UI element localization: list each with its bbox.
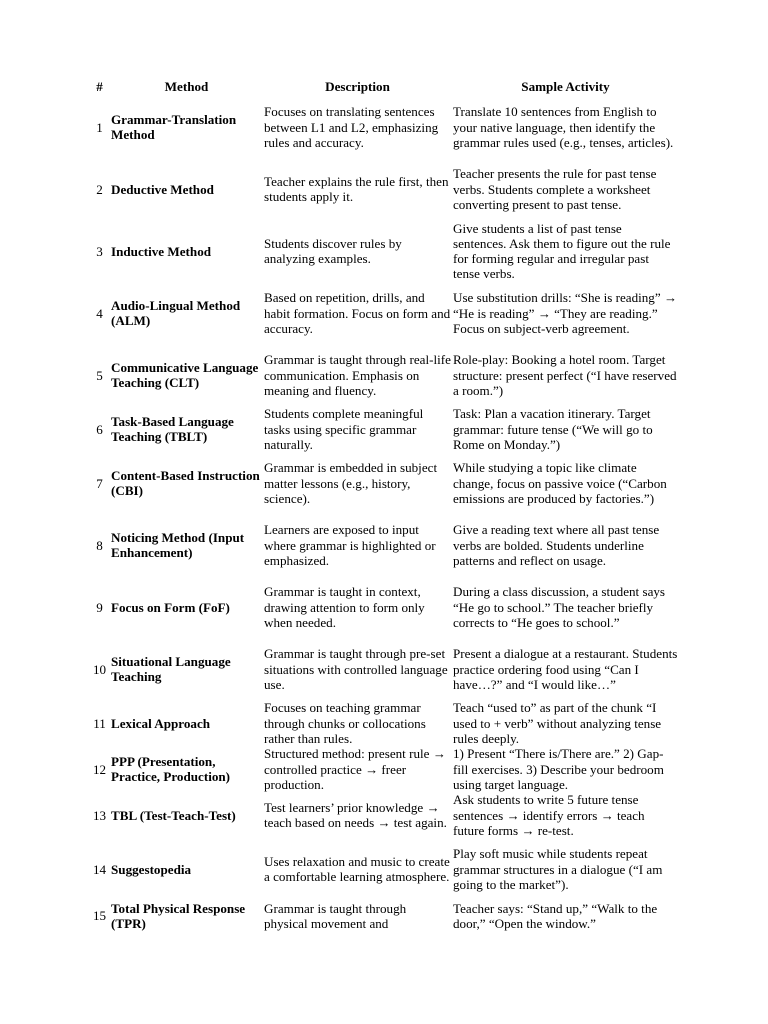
row-number: 7 xyxy=(96,475,103,491)
row-description: Focuses on translating sentences between L1 and L2, emphasizing rules and accuracy. xyxy=(264,104,439,150)
row-number: 12 xyxy=(92,761,107,777)
row-description: Grammar is taught through physical movement and xyxy=(264,900,407,931)
row-method: Inductive Method xyxy=(111,243,212,259)
header-sample-activity: Sample Activity xyxy=(521,79,610,94)
row-number: 4 xyxy=(96,305,103,321)
row-method: Noticing Method (Input Enhancement) xyxy=(111,530,245,561)
row-activity: During a class discussion, a student says “He go to school.” The teacher briefly corrects to “He goes to school.” xyxy=(453,584,666,630)
row-description: Uses relaxation and music to create a comfortable learning atmosphere. xyxy=(264,854,450,885)
row-activity: While studying a topic like climate change, focus on passive voice (“Carbon emissions are produced by factories.”) xyxy=(453,460,667,506)
row-description: Grammar is taught in context, drawing attention to form only when needed. xyxy=(264,584,425,630)
row-activity: Ask students to write 5 future tense sentences → identify errors → teach future forms → re-test. xyxy=(453,792,645,838)
row-method: Content-Based Instruction (CBI) xyxy=(111,468,260,499)
table-row xyxy=(89,344,679,406)
table-body xyxy=(89,96,679,931)
row-method: Situational Language Teaching xyxy=(111,654,231,685)
header-number: # xyxy=(96,79,103,94)
row-description: Teacher explains the rule first, then students apply it. xyxy=(264,174,449,205)
row-method: Deductive Method xyxy=(111,181,214,197)
row-number: 9 xyxy=(96,599,103,615)
table-row xyxy=(89,514,679,576)
row-method: Suggestopedia xyxy=(111,861,192,877)
row-method: Total Physical Response (TPR) xyxy=(111,900,246,931)
row-description: Learners are exposed to input where grammar is highlighted or emphasized. xyxy=(264,522,436,568)
table-row xyxy=(89,158,679,220)
row-number: 11 xyxy=(93,715,106,731)
table-row xyxy=(89,792,679,838)
row-description: Focuses on teaching grammar through chunks or collocations rather than rules. xyxy=(264,700,426,746)
row-number: 1 xyxy=(96,119,103,135)
row-method: Lexical Approach xyxy=(111,715,211,731)
row-method: PPP (Presentation, Practice, Production) xyxy=(111,754,231,785)
row-number: 13 xyxy=(92,807,107,823)
row-activity: Task: Plan a vacation itinerary. Target grammar: future tense (“We will go to Rome on Monday.”) xyxy=(453,406,653,452)
row-method: Audio-Lingual Method (ALM) xyxy=(111,298,241,329)
row-activity: Play soft music while students repeat grammar structures in a dialogue (“I am going to the market”). xyxy=(453,846,663,892)
header-description: Description xyxy=(325,79,390,94)
table-row xyxy=(89,576,679,638)
row-number: 5 xyxy=(96,367,103,383)
row-method: Communicative Language Teaching (CLT) xyxy=(111,360,259,391)
table-row xyxy=(89,406,679,452)
row-activity: Use substitution drills: “She is reading” → “He is reading” → “They are reading.” Focus on subject-verb agreement. xyxy=(453,290,678,336)
row-description: Grammar is taught through pre-set situations with controlled language use. xyxy=(264,646,448,692)
row-method: Focus on Form (FoF) xyxy=(111,599,230,615)
table-row xyxy=(89,638,679,700)
row-activity: Role-play: Booking a hotel room. Target structure: present perfect (“I have reserved a room.”) xyxy=(453,352,677,398)
row-description: Students complete meaningful tasks using specific grammar naturally. xyxy=(264,406,424,452)
row-method: Task-Based Language Teaching (TBLT) xyxy=(111,414,234,445)
table-row xyxy=(89,282,679,344)
row-number: 14 xyxy=(92,861,107,877)
row-number: 6 xyxy=(96,421,103,437)
table-row xyxy=(89,220,679,282)
table-row xyxy=(89,452,679,514)
row-description: Grammar is taught through real-life communication. Emphasis on meaning and fluency. xyxy=(264,352,451,398)
row-description: Students discover rules by analyzing examples. xyxy=(264,236,402,267)
row-activity: Teach “used to” as part of the chunk “I used to + verb” without analyzing tense rules deeply. xyxy=(453,700,662,746)
row-description: Based on repetition, drills, and habit formation. Focus on form and accuracy. xyxy=(264,290,451,336)
row-description: Structured method: present rule → controlled practice → freer production. xyxy=(264,746,446,792)
row-number: 10 xyxy=(92,661,107,677)
header-method: Method xyxy=(164,79,209,94)
methods-table xyxy=(89,77,679,931)
table-row xyxy=(89,700,679,746)
table-header-row xyxy=(89,77,679,96)
row-description: Grammar is embedded in subject matter lessons (e.g., history, science). xyxy=(264,460,438,506)
row-activity: Teacher says: “Stand up,” “Walk to the door,” “Open the window.” xyxy=(453,900,658,931)
table-row xyxy=(89,746,679,792)
table-row xyxy=(89,96,679,158)
table-row xyxy=(89,900,679,931)
document-page xyxy=(89,77,679,931)
row-activity: Present a dialogue at a restaurant. Students practice ordering food using “Can I have…?” and “I would like…” xyxy=(453,646,678,692)
row-description: Test learners’ prior knowledge → teach based on needs → test again. xyxy=(264,800,447,831)
row-activity: Translate 10 sentences from English to your native language, then identify the grammar rules used (e.g., tenses, articles). xyxy=(453,104,674,150)
row-activity: Give a reading text where all past tense verbs are bolded. Students underline patterns and reflect on usage. xyxy=(453,522,660,568)
row-method: TBL (Test-Teach-Test) xyxy=(111,807,236,823)
row-number: 8 xyxy=(96,537,103,553)
row-number: 3 xyxy=(96,243,103,259)
table-row xyxy=(89,838,679,900)
row-number: 2 xyxy=(96,181,103,197)
row-activity: 1) Present “There is/There are.” 2) Gap-fill exercises. 3) Describe your bedroom using target language. xyxy=(453,746,664,792)
row-activity: Give students a list of past tense sentences. Ask them to figure out the rule for forming regular and irregular past tense verbs. xyxy=(453,220,671,282)
row-method: Grammar-Translation Method xyxy=(111,112,237,143)
row-number: 15 xyxy=(92,908,107,924)
row-activity: Teacher presents the rule for past tense verbs. Students complete a worksheet converting present to past tense. xyxy=(453,166,657,212)
